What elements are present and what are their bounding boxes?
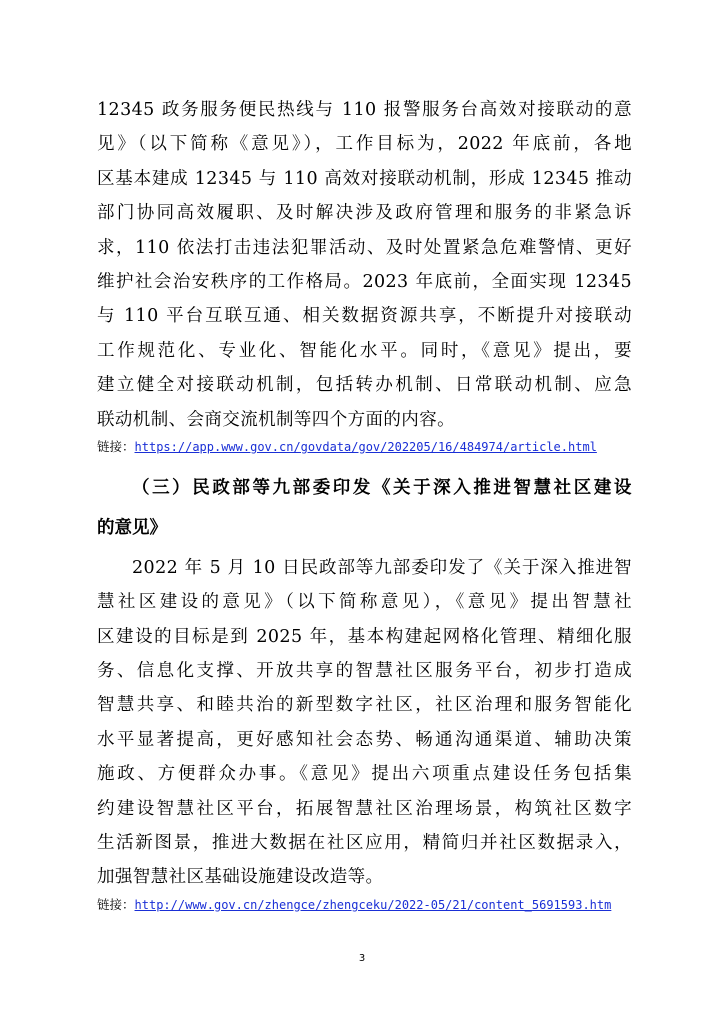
paragraph-line: 区建设的目标是到 2025 年，基本构建起网格化管理、精细化服	[97, 626, 632, 647]
paragraph-line: 求，110 依法打击违法犯罪活动、及时处置紧急危难警情、更好	[97, 237, 632, 258]
paragraph-line: 工作规范化、专业化、智能化水平。同时，《意见》提出，要	[97, 340, 632, 361]
paragraph-line: 2022 年 5 月 10 日民政部等九部委印发了《关于深入推进智	[132, 557, 632, 578]
paragraph-line: 12345 政务服务便民热线与 110 报警服务台高效对接联动的意	[97, 100, 632, 120]
paragraph-line: 联动机制、会商交流机制等四个方面的内容。	[97, 409, 455, 430]
paragraph-line: 约建设智慧社区平台，拓展智慧社区治理场景，构筑社区数字	[97, 798, 632, 819]
section-2-link-row	[97, 895, 632, 915]
paragraph-line: 务、信息化支撑、开放共享的智慧社区服务平台，初步打造成	[97, 661, 632, 682]
link-label: 链接：	[97, 896, 135, 912]
paragraph-line: 维护社会治安秩序的工作格局。2023 年底前，全面实现 12345	[97, 271, 632, 292]
paragraph-line: 与 110 平台互联互通、相关数据资源共享，不断提升对接联动	[97, 306, 632, 327]
page-number: 3	[358, 953, 366, 964]
paragraph-line: 施政、方便群众办事。《意见》提出六项重点建设任务包括集	[97, 764, 632, 785]
paragraph-line: 见》（以下简称《意见》），工作目标为，2022 年底前，各地	[97, 134, 632, 155]
section-2-link[interactable]: http://www.gov.cn/zhengce/zhengceku/2022-05/21/content_5691593.htm	[134, 897, 612, 912]
section-1-link[interactable]: https://app.www.gov.cn/govdata/gov/202205/16/484974/article.html	[134, 439, 597, 454]
paragraph-line: 生活新图景，推进大数据在社区应用，精简归并社区数据录入，	[97, 833, 632, 854]
paragraph-line: 水平显著提高，更好感知社会态势、畅通沟通渠道、辅助决策	[97, 729, 632, 750]
section-2-heading-line-1: （三）民政部等九部委印发《关于深入推进智慧社区建设	[132, 477, 632, 498]
paragraph-line: 加强智慧社区基础设施建设改造等。	[97, 867, 384, 888]
section-1-body	[97, 93, 632, 437]
section-2-heading-line-2: 的意见》	[97, 517, 167, 538]
paragraph-line: 慧社区建设的意见》（以下简称意见），《意见》提出智慧社	[97, 592, 632, 613]
section-1-link-row	[97, 437, 632, 457]
paragraph-line: 部门协同高效履职、及时解决涉及政府管理和服务的非紧急诉	[97, 203, 632, 224]
paragraph-line: 智慧共享、和睦共治的新型数字社区，社区治理和服务智能化	[97, 695, 632, 716]
paragraph-line: 建立健全对接联动机制，包括转办机制、日常联动机制、应急	[97, 375, 632, 396]
link-label: 链接：	[97, 438, 135, 454]
document-page	[97, 93, 632, 915]
paragraph-line: 区基本建成 12345 与 110 高效对接联动机制，形成 12345 推动	[97, 168, 632, 189]
section-2-body	[97, 551, 632, 895]
